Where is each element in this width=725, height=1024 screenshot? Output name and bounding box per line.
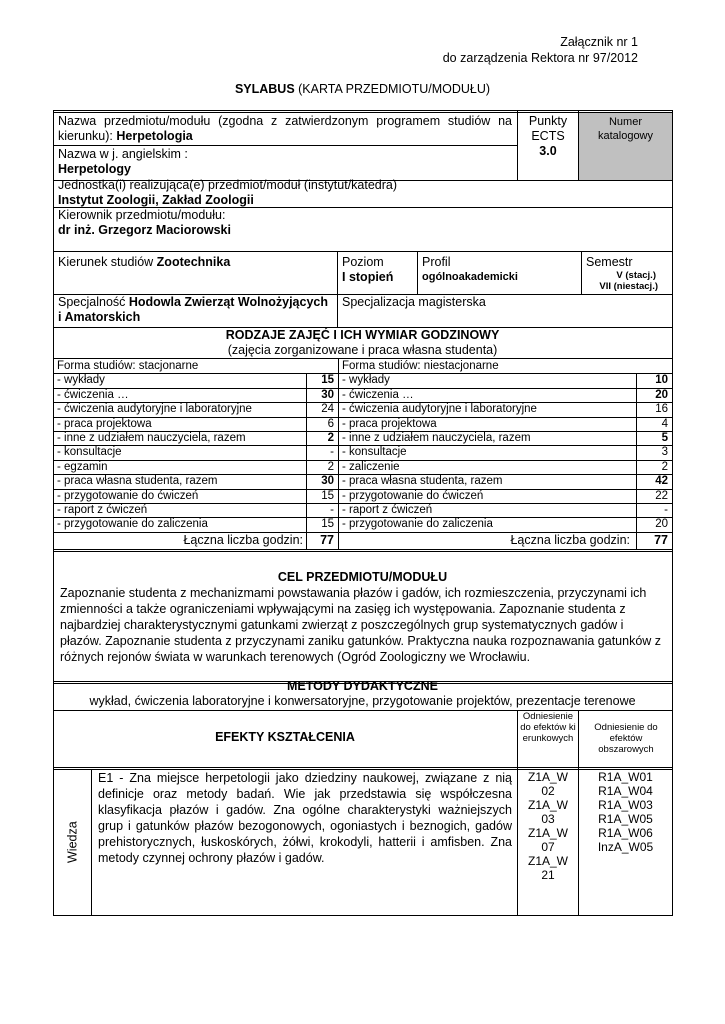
hours-row-label: - ćwiczenia audytoryjne i laboratoryjne (57, 403, 252, 416)
methods-title: METODY DYDAKTYCZNE (287, 679, 438, 693)
area-effect-code: R1A_W05 (598, 812, 653, 826)
hours-row-value: 2 (327, 460, 334, 473)
hours-row-value: 15 (321, 518, 334, 531)
hours-row-value: 2 (661, 460, 668, 473)
catalog-number: Numer katalogowy (597, 116, 654, 142)
hours-row-label: - inne z udziałem nauczyciela, razem (342, 432, 531, 444)
hours-row-value: 22 (655, 489, 668, 502)
specialty: Specjalność Hodowla Zwierząt Wolnożyjących i Amatorskich (58, 295, 328, 324)
hours-row-label: - praca projektowa (57, 417, 152, 430)
effect-e1-area-list (579, 770, 672, 854)
area-effect-code: R1A_W06 (598, 826, 653, 840)
category-wiedza: Wiedza (65, 821, 80, 863)
hours-row-value: 6 (327, 417, 334, 430)
hours-row-label: - ćwiczenia audytoryjne i laboratoryjne (342, 403, 537, 416)
hours-row-value: - (330, 504, 334, 516)
effect-e1: E1 - Zna miejsce herpetologii jako dziedziny naukowej, związane z nią definicje oraz metody badań. Wie jak przedstawia się współczesna klasyfikacja płazów i gadów. Zna ogólne charakterystyki ważniejszych grup i gatunków płazów bezogonowych, ogoniastych i beznogich, gadów prehistorycznych, łuskoskórych, żółwi, krokodyli, hatterii i amfisben. Zna metody czynnej ochrony płazów i gadów. (98, 771, 512, 865)
direction-effect-code: Z1A_W07 (527, 826, 568, 854)
hours-row-label: - raport z ćwiczeń (57, 504, 148, 516)
hours-row-label: - praca projektowa (342, 417, 437, 430)
hours-row-label: - przygotowanie do zaliczenia (342, 518, 493, 531)
course-head: Kierownik przedmiotu/modułu: dr inż. Grzegorz Maciorowski (58, 208, 231, 237)
hours-title: RODZAJE ZAJĘĆ I ICH WYMIAR GODZINOWY (225, 328, 500, 342)
hours-row-value: 20 (655, 388, 668, 401)
hours-row-value: 15 (321, 374, 334, 387)
hours-row-label: - przygotowanie do ćwiczeń (342, 489, 484, 502)
annex-line1: Załącznik nr 1 (560, 35, 638, 49)
profile: Profil ogólnoakademicki (422, 255, 518, 283)
hours-row-label: - raport z ćwiczeń (342, 504, 433, 516)
ects-cell: Punkty ECTS 3.0 (528, 114, 568, 158)
hours-row-label: - wykłady (57, 374, 105, 387)
form-stationary: Forma studiów: stacjonarne (57, 360, 199, 372)
course-name: Nazwa przedmiotu/modułu (zgodna z zatwierdzonym programem studiów na kierunku): Herpetologia (58, 114, 512, 143)
goal-title: CEL PRZEDMIOTU/MODUŁU (277, 570, 448, 584)
unit: Jednostka(i) realizująca(e) przedmiot/moduł (instytut/katedra) Instytut Zoologii, Zakład Zoologii (58, 178, 398, 207)
hours-row-value: - (664, 504, 668, 516)
hours-row-label: - praca własna studenta, razem (57, 475, 218, 488)
hours-row-label: - egzamin (57, 460, 108, 473)
hours-row-value: 15 (321, 489, 334, 502)
hours-row-label: - praca własna studenta, razem (342, 475, 503, 488)
hours-row-value: 30 (321, 475, 334, 488)
area-effect-code: InzA_W05 (597, 840, 654, 854)
hours-row-value: 2 (327, 432, 334, 444)
level: Poziom I stopień (342, 255, 394, 284)
hours-row-label: - przygotowanie do zaliczenia (57, 518, 208, 531)
form-part-time: Forma studiów: niestacjonarne (342, 360, 499, 372)
direction: Kierunek studiów Zootechnika (58, 255, 231, 269)
goal-text: Zapoznanie studenta z mechanizmami powstawania płazów i gadów, ich rozmieszczenia, przyczynami ich zmienności a także ograniczeniami wpływającymi na zasięg ich występowania. Zapoznanie studenta z najbardziej charakterystycznymi gatunkami zwierząt z poszczególnych grup systematycznych gadów i płazów. Zapoznanie studenta z przyczynami zaniku gatunków. Praktyczna nauka rozpoznawania gatunków z różnych rejonów świata w warunkach terenowych (Ogród Zoologiczny we Wrocławiu. (60, 586, 662, 664)
annex-line2: do zarządzenia Rektora nr 97/2012 (442, 51, 638, 65)
hours-row-label: - konsultacje (342, 446, 407, 459)
hours-row-value: 4 (661, 417, 668, 430)
hours-row-value: 24 (321, 403, 334, 416)
master-specialization: Specjalizacja magisterska (342, 295, 486, 309)
hours-row-value: 20 (655, 518, 668, 531)
semester: Semestr V (stacj.) VII (niestacj.) (586, 255, 658, 292)
area-effect-code: R1A_W04 (598, 784, 653, 798)
hours-row-value: - (330, 446, 334, 459)
english-name: Nazwa w j. angielskim : Herpetology (58, 147, 188, 176)
hours-row-label: - ćwiczenia … (342, 388, 414, 401)
hours-row-value: 16 (655, 403, 668, 416)
effects-title: EFEKTY KSZTAŁCENIA (215, 730, 355, 744)
hours-row-value: 10 (655, 374, 668, 387)
hours-row-label: - inne z udziałem nauczyciela, razem (57, 432, 246, 444)
hours-row-label: - ćwiczenia … (57, 388, 129, 401)
document-title: SYLABUS (KARTA PRZEDMIOTU/MODUŁU) (234, 82, 491, 96)
hours-row-label: - wykłady (342, 374, 390, 387)
area-effect-code: R1A_W03 (598, 798, 653, 812)
hours-row-value: 5 (661, 432, 668, 444)
direction-effects-header: Odniesienie do efektów kierunkowych (520, 711, 576, 744)
methods-text: wykład, ćwiczenia laboratoryjne i konwersatoryjne, przygotowanie projektów, prezentacje terenowe (89, 694, 636, 708)
hours-row-value: 30 (321, 388, 334, 401)
hours-row-value: 42 (655, 475, 668, 488)
total-left: 77 (320, 532, 334, 547)
total-right: 77 (654, 532, 668, 547)
total-label-left: Łączna liczba godzin: (183, 532, 303, 547)
direction-effect-code: Z1A_W21 (527, 854, 568, 882)
effect-e1-direction-list (518, 770, 578, 882)
area-effects-header: Odniesienie do efektów obszarowych (594, 722, 658, 755)
total-label-right: Łączna liczba godzin: (510, 532, 630, 547)
direction-effect-code: Z1A_W03 (527, 798, 568, 826)
hours-row-label: - przygotowanie do ćwiczeń (57, 489, 199, 502)
hours-row-value: 3 (661, 446, 668, 459)
area-effect-code: R1A_W01 (598, 770, 653, 784)
hours-row-label: - konsultacje (57, 446, 122, 459)
direction-effect-code: Z1A_W02 (527, 770, 568, 798)
hours-row-label: - zaliczenie (342, 460, 400, 473)
hours-subtitle: (zajęcia zorganizowane i praca własna studenta) (227, 343, 498, 357)
